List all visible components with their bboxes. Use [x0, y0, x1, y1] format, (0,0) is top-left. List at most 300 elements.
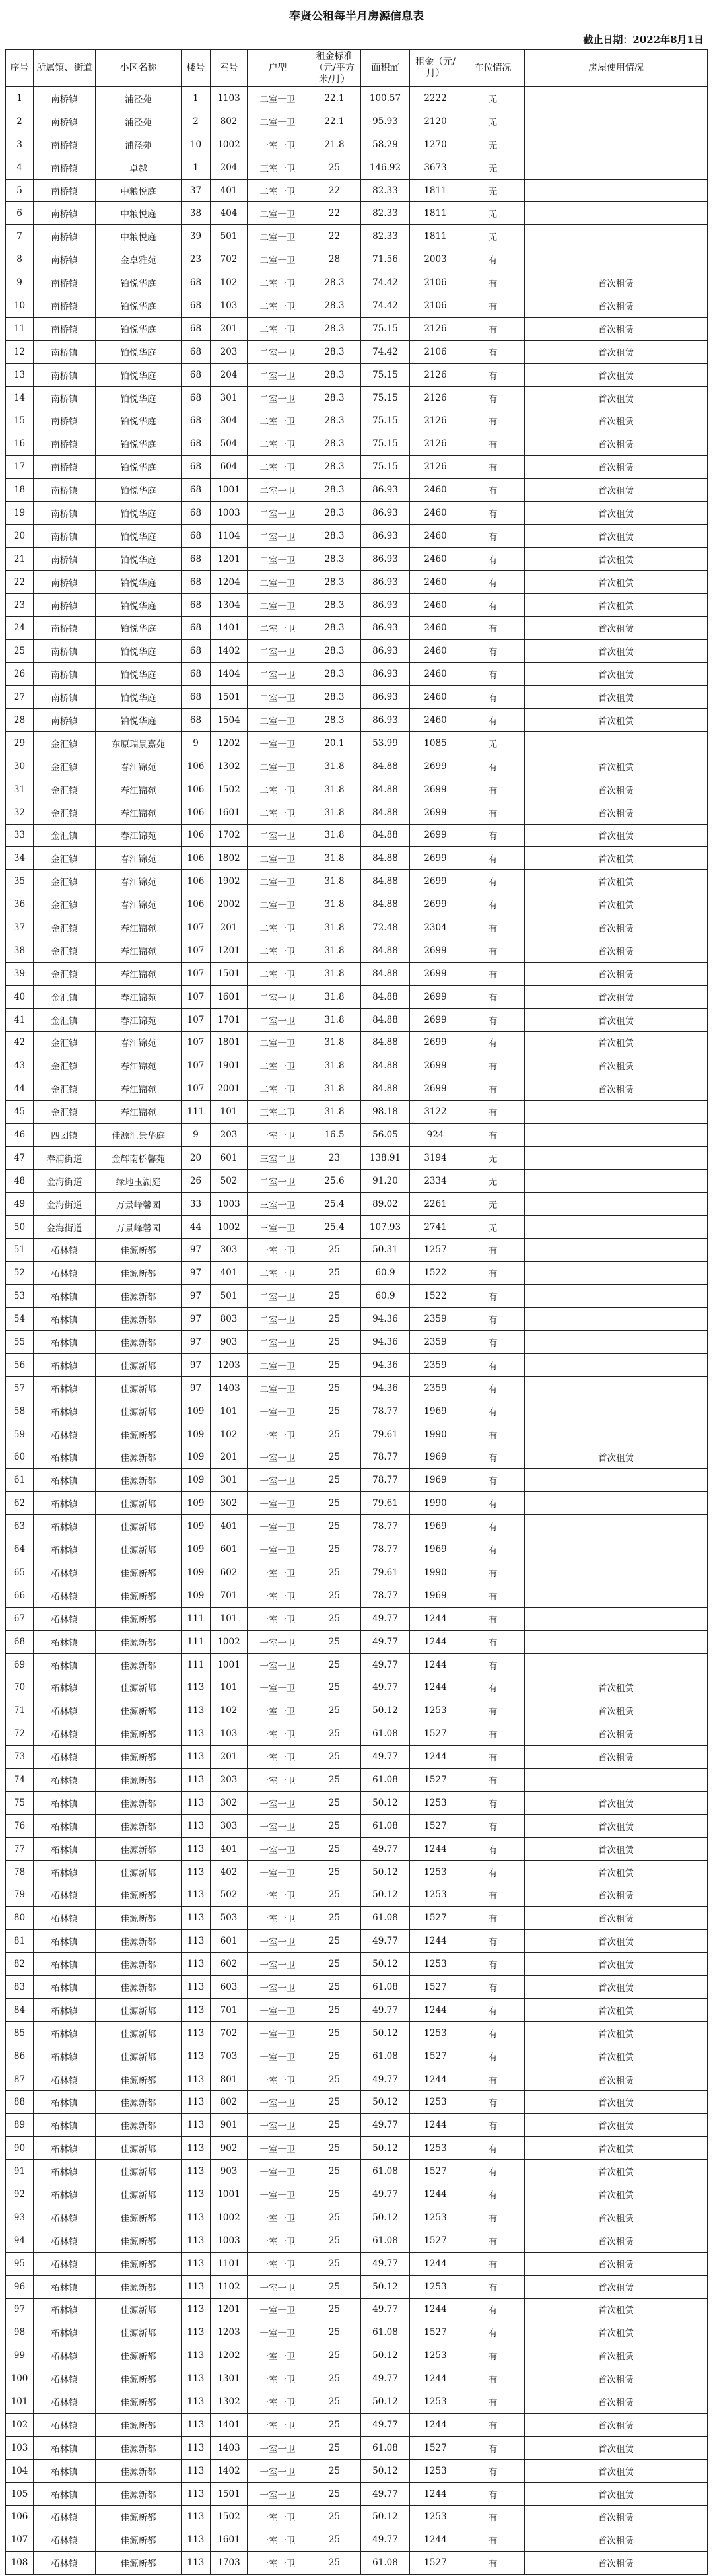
town-cell: 柘林镇 [34, 1860, 96, 1883]
table-row [6, 225, 708, 248]
layout-cell: 二室一卫 [248, 847, 308, 870]
area-cell: 86.93 [361, 686, 410, 709]
row-number-cell: 82 [6, 1953, 34, 1976]
room-cell: 101 [211, 1400, 248, 1423]
parking-cell: 无 [461, 133, 525, 156]
building-cell: 68 [182, 271, 211, 294]
usage-cell [525, 1146, 708, 1169]
layout-cell: 一室一卫 [248, 1814, 308, 1837]
rent-cell: 1527 [410, 2045, 461, 2068]
town-cell: 柘林镇 [34, 2528, 96, 2552]
parking-cell: 有 [461, 570, 525, 593]
usage-cell: 首次租赁 [525, 456, 708, 479]
town-cell: 柘林镇 [34, 1837, 96, 1860]
town-cell: 柘林镇 [34, 2459, 96, 2482]
building-cell: 106 [182, 847, 211, 870]
row-number-cell: 103 [6, 2436, 34, 2459]
area-cell: 50.31 [361, 1238, 410, 1262]
town-cell: 南桥镇 [34, 432, 96, 456]
table-row [6, 1746, 708, 1769]
town-cell: 南桥镇 [34, 156, 96, 179]
room-cell: 1401 [211, 617, 248, 640]
row-number-cell: 21 [6, 547, 34, 570]
rent-cell: 1253 [410, 1883, 461, 1907]
row-number-cell: 23 [6, 593, 34, 617]
room-cell: 1502 [211, 778, 248, 801]
row-number-cell: 35 [6, 870, 34, 893]
header-cell: 所属镇、街道 [34, 50, 96, 87]
table-row [6, 110, 708, 133]
room-cell: 1002 [211, 2206, 248, 2229]
town-cell: 南桥镇 [34, 317, 96, 340]
building-cell: 39 [182, 225, 211, 248]
rent-standard-cell: 20.1 [308, 731, 361, 755]
table-row [6, 2459, 708, 2482]
row-number-cell: 39 [6, 962, 34, 985]
town-cell: 奉浦街道 [34, 1146, 96, 1169]
rent-cell: 1244 [410, 1607, 461, 1630]
rent-standard-cell: 28.3 [308, 317, 361, 340]
rent-standard-cell: 22 [308, 179, 361, 202]
town-cell: 柘林镇 [34, 2021, 96, 2045]
usage-cell: 首次租赁 [525, 663, 708, 686]
usage-cell: 首次租赁 [525, 524, 708, 547]
town-cell: 南桥镇 [34, 570, 96, 593]
area-cell: 79.61 [361, 1423, 410, 1446]
layout-cell: 一室一卫 [248, 2344, 308, 2367]
usage-cell [525, 1308, 708, 1331]
table-row [6, 1101, 708, 1124]
usage-cell [525, 1538, 708, 1561]
rent-standard-cell: 21.8 [308, 133, 361, 156]
table-row [6, 202, 708, 225]
row-number-cell: 30 [6, 755, 34, 778]
building-cell: 68 [182, 570, 211, 593]
layout-cell: 二室一卫 [248, 1054, 308, 1077]
table-row [6, 1353, 708, 1376]
parking-cell: 有 [461, 1769, 525, 1792]
parking-cell: 有 [461, 248, 525, 271]
row-number-cell: 107 [6, 2528, 34, 2552]
table-row [6, 1538, 708, 1561]
parking-cell: 有 [461, 2367, 525, 2390]
layout-cell: 一室一卫 [248, 2275, 308, 2298]
row-number-cell: 1 [6, 87, 34, 110]
parking-cell: 有 [461, 801, 525, 824]
rent-cell: 1527 [410, 1907, 461, 1930]
area-cell: 86.93 [361, 617, 410, 640]
town-cell: 柘林镇 [34, 2229, 96, 2252]
town-cell: 柘林镇 [34, 2505, 96, 2528]
rent-cell: 2699 [410, 847, 461, 870]
parking-cell: 有 [461, 1031, 525, 1054]
building-cell: 97 [182, 1238, 211, 1262]
town-cell: 柘林镇 [34, 2436, 96, 2459]
town-cell: 柘林镇 [34, 1883, 96, 1907]
rent-standard-cell: 28.3 [308, 617, 361, 640]
rent-standard-cell: 25 [308, 1376, 361, 1400]
row-number-cell: 67 [6, 1607, 34, 1630]
table-row [6, 2436, 708, 2459]
rent-cell: 2003 [410, 248, 461, 271]
community-cell: 佳源新都 [96, 2068, 182, 2091]
community-cell: 佳源新都 [96, 1930, 182, 1953]
parking-cell: 有 [461, 939, 525, 962]
row-number-cell: 49 [6, 1192, 34, 1215]
layout-cell: 一室一卫 [248, 2183, 308, 2206]
area-cell: 61.08 [361, 2229, 410, 2252]
rent-cell: 1244 [410, 2482, 461, 2505]
parking-cell: 有 [461, 1308, 525, 1331]
layout-cell: 一室一卫 [248, 1769, 308, 1792]
area-cell: 49.77 [361, 2482, 410, 2505]
rent-cell: 2460 [410, 524, 461, 547]
table-header-row [6, 50, 708, 87]
usage-cell: 首次租赁 [525, 340, 708, 363]
row-number-cell: 17 [6, 456, 34, 479]
usage-cell: 首次租赁 [525, 2413, 708, 2436]
row-number-cell: 27 [6, 686, 34, 709]
usage-cell [525, 1469, 708, 1492]
usage-cell [525, 1769, 708, 1792]
room-cell: 1003 [211, 1192, 248, 1215]
area-cell: 60.9 [361, 1285, 410, 1308]
community-cell: 铂悦华庭 [96, 547, 182, 570]
room-cell: 1002 [211, 133, 248, 156]
rent-standard-cell: 25 [308, 2252, 361, 2275]
parking-cell: 有 [461, 1676, 525, 1699]
building-cell: 113 [182, 2505, 211, 2528]
town-cell: 金汇镇 [34, 985, 96, 1008]
town-cell: 南桥镇 [34, 502, 96, 525]
rent-cell: 2126 [410, 409, 461, 432]
building-cell: 113 [182, 1676, 211, 1699]
room-cell: 1501 [211, 2482, 248, 2505]
community-cell: 铂悦华庭 [96, 570, 182, 593]
row-number-cell: 52 [6, 1262, 34, 1285]
area-cell: 75.15 [361, 409, 410, 432]
area-cell: 78.77 [361, 1400, 410, 1423]
area-cell: 49.77 [361, 2183, 410, 2206]
area-cell: 49.77 [361, 1607, 410, 1630]
building-cell: 37 [182, 179, 211, 202]
rent-cell: 2460 [410, 663, 461, 686]
header-cell: 房屋使用情况 [525, 50, 708, 87]
rent-standard-cell: 25 [308, 1492, 361, 1515]
building-cell: 113 [182, 2275, 211, 2298]
community-cell: 佳源新都 [96, 1469, 182, 1492]
parking-cell: 有 [461, 294, 525, 318]
usage-cell: 首次租赁 [525, 1976, 708, 1999]
room-cell: 1402 [211, 2459, 248, 2482]
building-cell: 113 [182, 1791, 211, 1814]
parking-cell: 有 [461, 2021, 525, 2045]
row-number-cell: 19 [6, 502, 34, 525]
room-cell: 703 [211, 2045, 248, 2068]
usage-cell: 首次租赁 [525, 1837, 708, 1860]
community-cell: 佳源新都 [96, 2091, 182, 2114]
building-cell: 97 [182, 1353, 211, 1376]
table-row [6, 2344, 708, 2367]
area-cell: 49.77 [361, 2298, 410, 2321]
parking-cell: 有 [461, 2068, 525, 2091]
area-cell: 49.77 [361, 2068, 410, 2091]
rent-cell: 2741 [410, 1215, 461, 1238]
row-number-cell: 99 [6, 2344, 34, 2367]
parking-cell: 有 [461, 755, 525, 778]
document-title: 奉贤公租每半月房源信息表 [289, 9, 424, 23]
area-cell: 82.33 [361, 179, 410, 202]
community-cell: 春江锦苑 [96, 755, 182, 778]
building-cell: 113 [182, 2367, 211, 2390]
table-row [6, 1146, 708, 1169]
layout-cell: 二室一卫 [248, 755, 308, 778]
building-cell: 111 [182, 1101, 211, 1124]
building-cell: 109 [182, 1423, 211, 1446]
building-cell: 113 [182, 2436, 211, 2459]
header-cell: 楼号 [182, 50, 211, 87]
building-cell: 113 [182, 2459, 211, 2482]
usage-cell [525, 1262, 708, 1285]
parking-cell: 有 [461, 1860, 525, 1883]
layout-cell: 三室一卫 [248, 1215, 308, 1238]
rent-standard-cell: 25 [308, 2436, 361, 2459]
room-cell: 203 [211, 1769, 248, 1792]
building-cell: 109 [182, 1446, 211, 1469]
layout-cell: 二室一卫 [248, 202, 308, 225]
rent-cell: 3194 [410, 1146, 461, 1169]
parking-cell: 有 [461, 363, 525, 386]
building-cell: 106 [182, 778, 211, 801]
rent-standard-cell: 31.8 [308, 1077, 361, 1101]
rent-cell: 1253 [410, 2206, 461, 2229]
row-number-cell: 6 [6, 202, 34, 225]
layout-cell: 一室一卫 [248, 1998, 308, 2021]
community-cell: 佳源新都 [96, 2505, 182, 2528]
rent-standard-cell: 25 [308, 1285, 361, 1308]
table-row [6, 294, 708, 318]
room-cell: 401 [211, 1515, 248, 1538]
rent-cell: 2106 [410, 294, 461, 318]
rent-cell: 1527 [410, 1769, 461, 1792]
rent-standard-cell: 25 [308, 2137, 361, 2160]
table-row [6, 663, 708, 686]
parking-cell: 有 [461, 1953, 525, 1976]
usage-cell: 首次租赁 [525, 1054, 708, 1077]
building-cell: 9 [182, 1124, 211, 1147]
layout-cell: 一室一卫 [248, 1124, 308, 1147]
layout-cell: 二室一卫 [248, 225, 308, 248]
community-cell: 佳源新都 [96, 2552, 182, 2575]
building-cell: 106 [182, 824, 211, 847]
rent-standard-cell: 25 [308, 1584, 361, 1607]
area-cell: 78.77 [361, 1515, 410, 1538]
community-cell: 佳源新都 [96, 1238, 182, 1262]
table-row [6, 1907, 708, 1930]
row-number-cell: 80 [6, 1907, 34, 1930]
building-cell: 26 [182, 1169, 211, 1192]
rent-standard-cell: 25 [308, 1976, 361, 1999]
usage-cell: 首次租赁 [525, 2390, 708, 2414]
table-row [6, 593, 708, 617]
room-cell: 1302 [211, 755, 248, 778]
parking-cell: 有 [461, 1883, 525, 1907]
parking-cell: 有 [461, 2459, 525, 2482]
town-cell: 柘林镇 [34, 1285, 96, 1308]
table-row [6, 1192, 708, 1215]
room-cell: 1902 [211, 870, 248, 893]
town-cell: 南桥镇 [34, 709, 96, 732]
town-cell: 金汇镇 [34, 870, 96, 893]
area-cell: 79.61 [361, 1492, 410, 1515]
building-cell: 20 [182, 1146, 211, 1169]
community-cell: 铂悦华庭 [96, 456, 182, 479]
area-cell: 50.12 [361, 1953, 410, 1976]
town-cell: 南桥镇 [34, 686, 96, 709]
building-cell: 68 [182, 456, 211, 479]
community-cell: 铂悦华庭 [96, 524, 182, 547]
area-cell: 49.77 [361, 1676, 410, 1699]
table-row [6, 2390, 708, 2414]
rent-cell: 1253 [410, 2459, 461, 2482]
parking-cell: 有 [461, 2413, 525, 2436]
row-number-cell: 87 [6, 2068, 34, 2091]
parking-cell: 有 [461, 1630, 525, 1653]
row-number-cell: 70 [6, 1676, 34, 1699]
usage-cell [525, 1285, 708, 1308]
layout-cell: 二室一卫 [248, 386, 308, 409]
room-cell: 2002 [211, 893, 248, 916]
room-cell: 501 [211, 225, 248, 248]
row-number-cell: 9 [6, 271, 34, 294]
building-cell: 68 [182, 547, 211, 570]
layout-cell: 一室一卫 [248, 1469, 308, 1492]
building-cell: 113 [182, 1769, 211, 1792]
layout-cell: 一室一卫 [248, 1676, 308, 1699]
row-number-cell: 74 [6, 1769, 34, 1792]
room-cell: 601 [211, 1930, 248, 1953]
row-number-cell: 78 [6, 1860, 34, 1883]
usage-cell: 首次租赁 [525, 1907, 708, 1930]
room-cell: 1001 [211, 1653, 248, 1676]
usage-cell [525, 1515, 708, 1538]
community-cell: 佳源新都 [96, 2528, 182, 2552]
community-cell: 佳源新都 [96, 1561, 182, 1584]
community-cell: 万景峰馨园 [96, 1215, 182, 1238]
layout-cell: 一室一卫 [248, 1699, 308, 1722]
building-cell: 106 [182, 870, 211, 893]
rent-cell: 2304 [410, 916, 461, 939]
area-cell: 75.15 [361, 456, 410, 479]
cutoff-date: 截止日期：2022年8月1日 [583, 33, 704, 46]
layout-cell: 一室一卫 [248, 1860, 308, 1883]
area-cell: 61.08 [361, 1769, 410, 1792]
room-cell: 602 [211, 1561, 248, 1584]
usage-cell: 首次租赁 [525, 2160, 708, 2183]
room-cell: 102 [211, 1699, 248, 1722]
rent-cell: 1244 [410, 2298, 461, 2321]
layout-cell: 一室一卫 [248, 2298, 308, 2321]
room-cell: 504 [211, 432, 248, 456]
layout-cell: 一室一卫 [248, 1584, 308, 1607]
room-cell: 601 [211, 1538, 248, 1561]
community-cell: 佳源新都 [96, 1837, 182, 1860]
area-cell: 75.15 [361, 317, 410, 340]
parking-cell: 有 [461, 686, 525, 709]
layout-cell: 二室一卫 [248, 939, 308, 962]
layout-cell: 二室一卫 [248, 593, 308, 617]
rent-cell: 1270 [410, 133, 461, 156]
row-number-cell: 71 [6, 1699, 34, 1722]
building-cell: 107 [182, 1054, 211, 1077]
room-cell: 502 [211, 1169, 248, 1192]
usage-cell: 首次租赁 [525, 617, 708, 640]
community-cell: 佳源新都 [96, 2459, 182, 2482]
row-number-cell: 91 [6, 2160, 34, 2183]
parking-cell: 有 [461, 640, 525, 663]
room-cell: 603 [211, 1976, 248, 1999]
community-cell: 佳源新都 [96, 2298, 182, 2321]
table-row [6, 409, 708, 432]
building-cell: 109 [182, 1469, 211, 1492]
town-cell: 柘林镇 [34, 2206, 96, 2229]
layout-cell: 一室一卫 [248, 1515, 308, 1538]
building-cell: 68 [182, 386, 211, 409]
row-number-cell: 32 [6, 801, 34, 824]
row-number-cell: 42 [6, 1031, 34, 1054]
rent-cell: 2120 [410, 110, 461, 133]
rent-cell: 2334 [410, 1169, 461, 1192]
town-cell: 柘林镇 [34, 1400, 96, 1423]
building-cell: 107 [182, 1031, 211, 1054]
room-cell: 103 [211, 1722, 248, 1746]
room-cell: 302 [211, 1791, 248, 1814]
layout-cell: 二室一卫 [248, 1169, 308, 1192]
room-cell: 301 [211, 1469, 248, 1492]
town-cell: 柘林镇 [34, 2068, 96, 2091]
usage-cell: 首次租赁 [525, 2068, 708, 2091]
parking-cell: 有 [461, 893, 525, 916]
table-row [6, 2413, 708, 2436]
community-cell: 春江锦苑 [96, 962, 182, 985]
community-cell: 佳源新都 [96, 1653, 182, 1676]
usage-cell: 首次租赁 [525, 916, 708, 939]
rent-cell: 1244 [410, 2367, 461, 2390]
usage-cell [525, 1630, 708, 1653]
rent-cell: 1253 [410, 2390, 461, 2414]
table-row [6, 1837, 708, 1860]
town-cell: 南桥镇 [34, 340, 96, 363]
usage-cell: 首次租赁 [525, 1883, 708, 1907]
usage-cell: 首次租赁 [525, 2252, 708, 2275]
rent-standard-cell: 25 [308, 2321, 361, 2344]
area-cell: 49.77 [361, 1653, 410, 1676]
room-cell: 401 [211, 1837, 248, 1860]
rent-cell: 2699 [410, 778, 461, 801]
row-number-cell: 12 [6, 340, 34, 363]
town-cell: 柘林镇 [34, 1814, 96, 1837]
row-number-cell: 96 [6, 2275, 34, 2298]
rent-cell: 1253 [410, 1699, 461, 1722]
table-row [6, 1400, 708, 1423]
parking-cell: 有 [461, 1814, 525, 1837]
community-cell: 佳源新都 [96, 1376, 182, 1400]
rent-standard-cell: 31.8 [308, 824, 361, 847]
table-row [6, 731, 708, 755]
area-cell: 50.12 [361, 1699, 410, 1722]
table-body [6, 87, 708, 2575]
usage-cell: 首次租赁 [525, 1031, 708, 1054]
